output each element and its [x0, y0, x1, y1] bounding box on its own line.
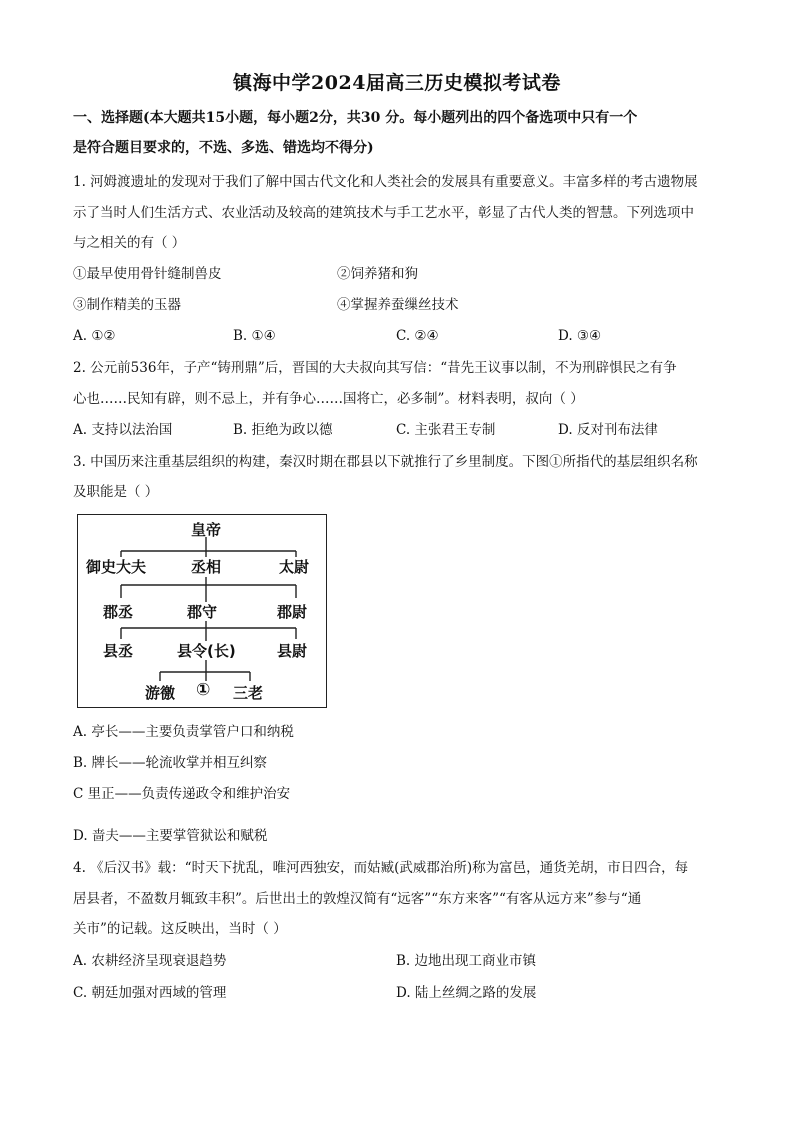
q2-option-c: C. 主张君王专制 [396, 422, 496, 438]
q1-option-a: A. ①② [73, 328, 116, 344]
q2-option-a: A. 支持以法治国 [73, 422, 173, 438]
official-hierarchy-diagram [77, 514, 327, 708]
section-heading: 一、选择题(本大题共15小题，每小题2分，共30 分。每小题列出的四个备选项中只有一个 [73, 110, 638, 126]
q3-option-a: A. 亭长——主要负责掌管户口和纳税 [73, 724, 294, 740]
diagram-junwei: 郡尉 [277, 603, 308, 621]
diagram-emperor: 皇帝 [191, 521, 222, 539]
q3-option-c: C 里正——负责传递政令和维护治安 [73, 786, 291, 802]
diagram-junchen: 郡丞 [103, 603, 134, 621]
q4-stem-1: 4. 《后汉书》载：“时天下扰乱，唯河西独安，而姑臧(武威郡治所)称为富邑，通货羌胡，市日四合，每 [73, 860, 689, 876]
q1-option-c: C. ②④ [396, 328, 439, 344]
diagram-taiwei: 太尉 [279, 558, 310, 576]
q2-stem-1: 2. 公元前536年，子产“铸刑鼎”后，晋国的大夫叔向其写信：“昔先王议事以制，不为刑辟惧民之有争 [73, 360, 677, 376]
page-title: 镇海中学2024届高三历史模拟考试卷 [233, 72, 561, 94]
q1-option-d: D. ③④ [558, 328, 602, 344]
diagram-xianwei: 县尉 [277, 642, 308, 660]
q1-option-b: B. ①④ [233, 328, 276, 344]
q2-option-b: B. 拒绝为政以德 [233, 422, 333, 438]
q3-stem-1: 3. 中国历来注重基层组织的构建，秦汉时期在郡县以下就推行了乡里制度。下图①所指代的基层组织名称 [73, 454, 698, 470]
q2-option-d: D. 反对刊布法律 [558, 422, 658, 438]
q3-option-b: B. 牌长——轮流收掌并相互纠察 [73, 755, 268, 771]
diagram-marker: ① [196, 680, 211, 700]
diagram-censor: 御史大夫 [86, 558, 147, 576]
diagram-xianling: 县令(长) [177, 642, 236, 660]
diagram-junshou: 郡守 [187, 603, 218, 621]
q4-option-a: A. 农耕经济呈现衰退趋势 [73, 953, 227, 969]
q1-item-4: ④掌握养蚕缫丝技术 [337, 297, 459, 313]
q4-option-b: B. 边地出现工商业市镇 [396, 953, 537, 969]
q2-stem-2: 心也……民知有辟，则不忌上，并有争心……国将亡，必多制”。材料表明，叔向（ ） [73, 391, 584, 407]
diagram-sanlao: 三老 [233, 684, 264, 702]
diagram-chancellor: 丞相 [191, 558, 222, 576]
q1-item-2: ②饲养猪和狗 [337, 266, 418, 282]
q4-stem-2: 居县者，不盈数月辄致丰积”。后世出土的敦煌汉简有“远客”“东方来客”“有客从远方来”参与“通 [73, 891, 642, 907]
q4-option-c: C. 朝廷加强对西域的管理 [73, 985, 227, 1001]
q1-stem-3: 与之相关的有（ ） [73, 235, 186, 251]
q3-stem-2: 及职能是（ ） [73, 484, 159, 500]
q1-stem-1: 1. 河姆渡遗址的发现对于我们了解中国古代文化和人类社会的发展具有重要意义。丰富多样的考古遗物展 [73, 174, 698, 190]
q1-item-1: ①最早使用骨针缝制兽皮 [73, 266, 222, 282]
diagram-xiancheng: 县丞 [103, 642, 134, 660]
q3-option-d: D. 啬夫——主要掌管狱讼和赋税 [73, 828, 268, 844]
q4-stem-3: 关市”的记载。这反映出，当时（ ） [73, 921, 287, 937]
q1-stem-2: 示了当时人们生活方式、农业活动及较高的建筑技术与手工艺水平，彰显了古代人类的智慧。下列选项中 [73, 205, 694, 221]
q4-option-d: D. 陆上丝绸之路的发展 [396, 985, 537, 1001]
q1-item-3: ③制作精美的玉器 [73, 297, 181, 313]
section-heading-cont: 是符合题目要求的，不选、多选、错选均不得分) [73, 140, 374, 156]
diagram-youjiao: 游徼 [145, 684, 176, 702]
